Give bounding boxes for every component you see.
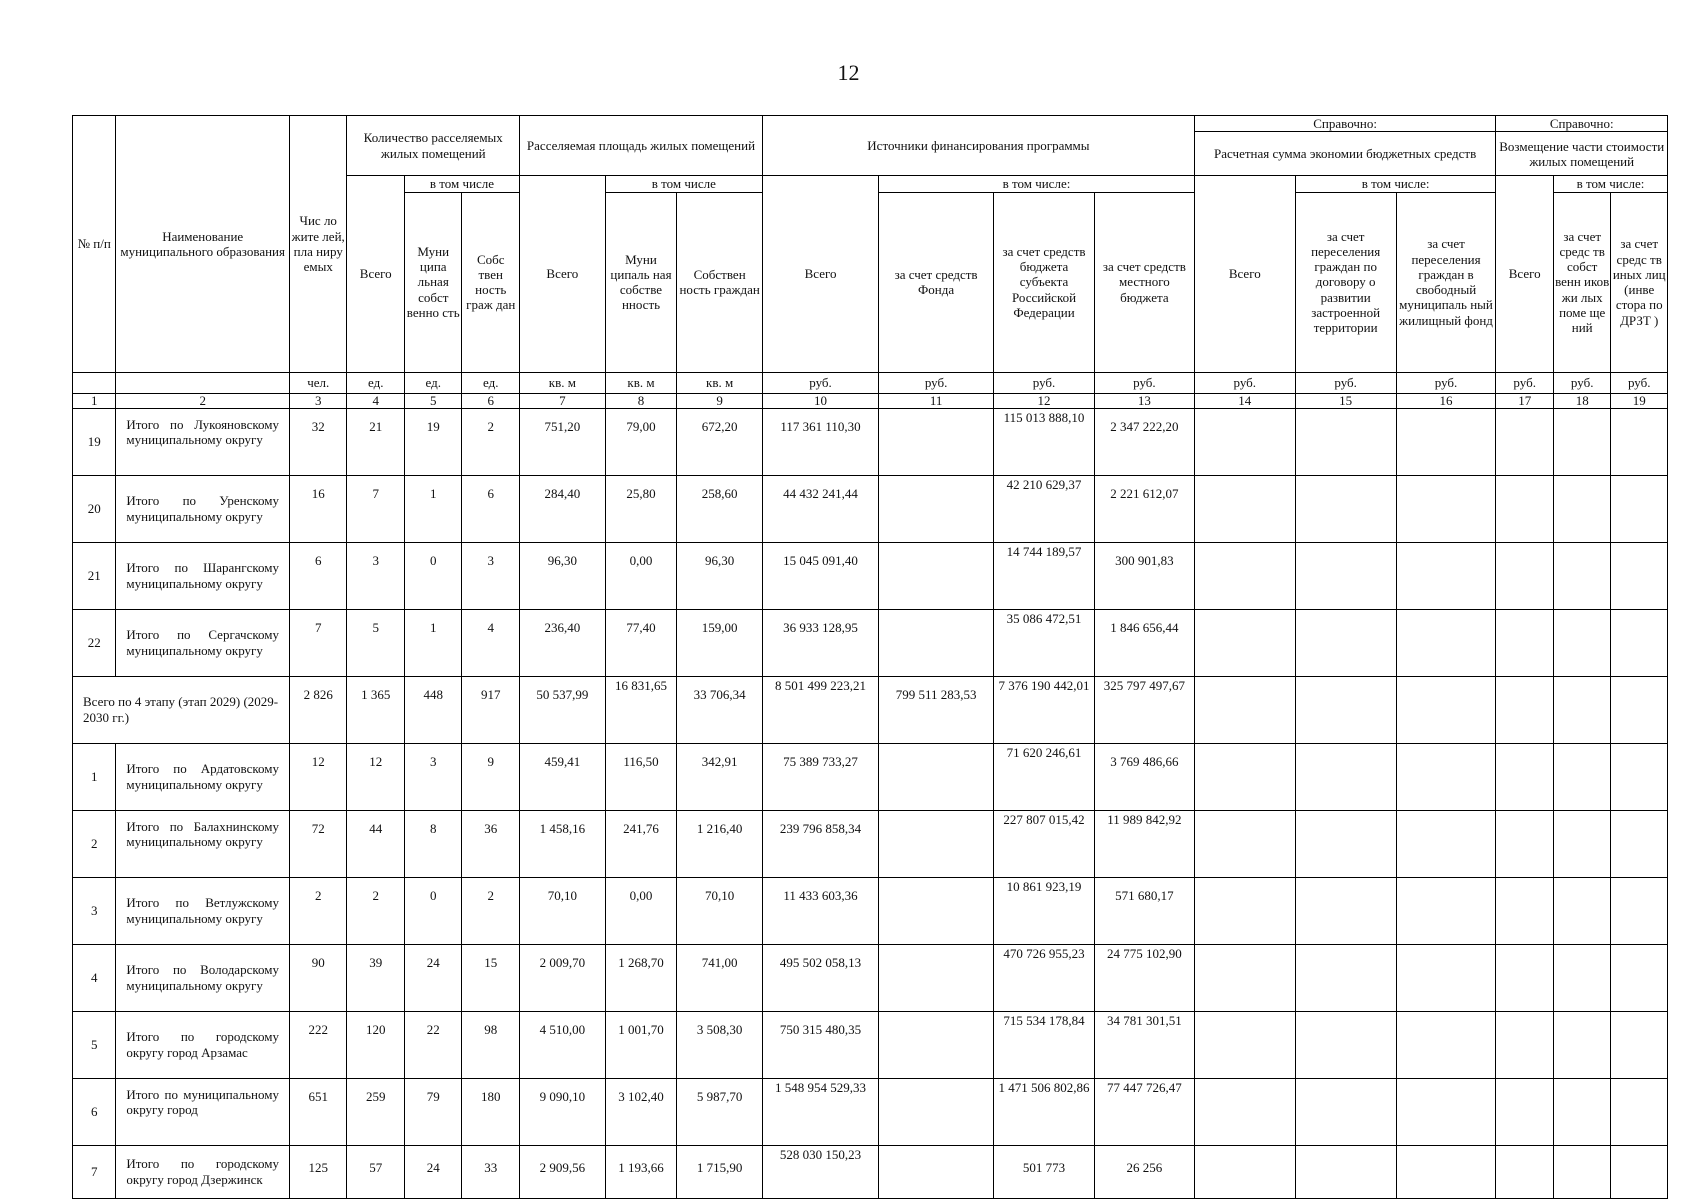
cell-fin-total: 36 933 128,95 (763, 609, 879, 676)
cell-fund (879, 1145, 994, 1198)
cell-area-total: 96,30 (520, 542, 606, 609)
cell-local-budget: 11 989 842,92 (1094, 810, 1194, 877)
cell-area-own: 96,30 (677, 542, 763, 609)
cell-count-total: 1 365 (347, 676, 405, 743)
cell-count-mun: 0 (404, 542, 462, 609)
header-reference-1: Справочно: (1194, 116, 1496, 132)
header-compensation-group: Возмещение части стоимости жилых помещений (1496, 132, 1668, 176)
header-count-own: Собс твен ность граж дан (462, 192, 520, 372)
cell-fin-total: 750 315 480,35 (763, 1011, 879, 1078)
unit-cell: руб. (1194, 372, 1295, 393)
cell-count-total: 7 (347, 475, 405, 542)
row-number: 3 (73, 877, 116, 944)
cell-count-mun: 1 (404, 609, 462, 676)
col-number: 10 (763, 393, 879, 408)
row-number: 6 (73, 1078, 116, 1145)
cell-count-mun: 19 (404, 408, 462, 475)
cell-count-total: 21 (347, 408, 405, 475)
row-name: Итого по Володарскому муниципальному округу (116, 944, 290, 1011)
row-name: Итого по Ветлужскому муниципальному округу (116, 877, 290, 944)
cell-area-own: 1 216,40 (677, 810, 763, 877)
row-name: Итого по Ардатовскому муниципальному округу (116, 743, 290, 810)
cell-residents: 222 (289, 1011, 347, 1078)
unit-cell: кв. м (677, 372, 763, 393)
cell-count-own: 917 (462, 676, 520, 743)
col-number: 13 (1094, 393, 1194, 408)
cell-area-total: 70,10 (520, 877, 606, 944)
header-financing-group: Источники финансирования программы (763, 116, 1195, 176)
cell-area-mun: 241,76 (605, 810, 677, 877)
cell-count-own: 3 (462, 542, 520, 609)
cell-subject-budget: 501 773 (994, 1145, 1095, 1198)
cell-count-mun: 0 (404, 877, 462, 944)
cell-count-mun: 22 (404, 1011, 462, 1078)
unit-cell: чел. (289, 372, 347, 393)
unit-cell: кв. м (605, 372, 677, 393)
col-number: 7 (520, 393, 606, 408)
cell-area-mun: 77,40 (605, 609, 677, 676)
cell-area-own: 159,00 (677, 609, 763, 676)
cell-count-own: 36 (462, 810, 520, 877)
col-number: 15 (1295, 393, 1396, 408)
cell-local-budget: 2 347 222,20 (1094, 408, 1194, 475)
cell-area-total: 2 009,70 (520, 944, 606, 1011)
header-count-total: Всего (347, 176, 405, 372)
header-econ-total: Всего (1194, 176, 1295, 372)
header-area-own: Собствен ность граждан (677, 192, 763, 372)
cell-local-budget: 571 680,17 (1094, 877, 1194, 944)
cell-count-total: 259 (347, 1078, 405, 1145)
cell-count-own: 2 (462, 408, 520, 475)
cell-residents: 16 (289, 475, 347, 542)
header-subject-budget: за счет средств бюджета субъекта Российской Федерации (994, 192, 1095, 372)
cell-count-own: 4 (462, 609, 520, 676)
unit-cell: руб. (763, 372, 879, 393)
cell-fund: 799 511 283,53 (879, 676, 994, 743)
row-number: 5 (73, 1011, 116, 1078)
cell-fin-total: 495 502 058,13 (763, 944, 879, 1011)
cell-area-mun: 0,00 (605, 542, 677, 609)
cell-count-own: 180 (462, 1078, 520, 1145)
units-row (73, 372, 1668, 393)
cell-count-total: 120 (347, 1011, 405, 1078)
row-number: 21 (73, 542, 116, 609)
cell-fin-total: 44 432 241,44 (763, 475, 879, 542)
stage-total-label: Всего по 4 этапу (этап 2029) (2029-2030 гг.) (73, 676, 290, 743)
cell-fin-total: 117 361 110,30 (763, 408, 879, 475)
cell-area-mun: 25,80 (605, 475, 677, 542)
cell-residents: 125 (289, 1145, 347, 1198)
cell-subject-budget: 71 620 246,61 (994, 743, 1095, 810)
cell-subject-budget: 42 210 629,37 (994, 475, 1095, 542)
row-number: 2 (73, 810, 116, 877)
cell-fund (879, 877, 994, 944)
row-number: 7 (73, 1145, 116, 1198)
table-row (73, 609, 1668, 676)
header-local-budget: за счет средств местного бюджета (1094, 192, 1194, 372)
cell-area-total: 9 090,10 (520, 1078, 606, 1145)
row-name: Итого по муниципальному округу город (116, 1078, 290, 1145)
header-others: за счет средс тв иных лиц (инве стора по ДРЗТ ) (1611, 192, 1668, 372)
table-row (73, 1145, 1668, 1198)
cell-count-total: 5 (347, 609, 405, 676)
header-resettle-free: за счет переселения граждан в свободный муниципаль ный жилищный фонд (1396, 192, 1496, 372)
col-number: 3 (289, 393, 347, 408)
table-row (73, 408, 1668, 475)
col-number: 19 (1611, 393, 1668, 408)
cell-local-budget: 325 797 497,67 (1094, 676, 1194, 743)
header-count-mun: Муни ципа льная собст венно сть (404, 192, 462, 372)
cell-area-own: 33 706,34 (677, 676, 763, 743)
cell-area-own: 741,00 (677, 944, 763, 1011)
cell-fin-total: 1 548 954 529,33 (763, 1078, 879, 1145)
cell-local-budget: 24 775 102,90 (1094, 944, 1194, 1011)
header-residents: Чис ло жите лей, пла ниру емых (289, 116, 347, 373)
col-number: 2 (116, 393, 290, 408)
cell-residents: 72 (289, 810, 347, 877)
col-number: 14 (1194, 393, 1295, 408)
cell-area-own: 70,10 (677, 877, 763, 944)
header-econ-incl: в том числе: (1295, 176, 1496, 192)
col-number: 4 (347, 393, 405, 408)
table-row (73, 1011, 1668, 1078)
cell-fund (879, 609, 994, 676)
cell-area-mun: 3 102,40 (605, 1078, 677, 1145)
cell-count-own: 2 (462, 877, 520, 944)
cell-area-own: 5 987,70 (677, 1078, 763, 1145)
cell-count-own: 33 (462, 1145, 520, 1198)
col-number: 8 (605, 393, 677, 408)
header-area-group: Расселяемая площадь жилых помещений (520, 116, 763, 176)
cell-area-mun: 0,00 (605, 877, 677, 944)
cell-count-own: 15 (462, 944, 520, 1011)
cell-fund (879, 810, 994, 877)
cell-count-total: 3 (347, 542, 405, 609)
cell-local-budget: 1 846 656,44 (1094, 609, 1194, 676)
table-row (73, 810, 1668, 877)
header-comp-total: Всего (1496, 176, 1554, 372)
row-name: Итого по Шарангскому муниципальному округу (116, 542, 290, 609)
cell-area-mun: 16 831,65 (605, 676, 677, 743)
cell-area-own: 3 508,30 (677, 1011, 763, 1078)
unit-cell: ед. (347, 372, 405, 393)
cell-count-total: 2 (347, 877, 405, 944)
cell-area-mun: 116,50 (605, 743, 677, 810)
cell-fund (879, 542, 994, 609)
header-count-incl: в том числе (404, 176, 519, 192)
cell-count-mun: 24 (404, 944, 462, 1011)
unit-cell: руб. (1496, 372, 1554, 393)
cell-subject-budget: 14 744 189,57 (994, 542, 1095, 609)
cell-area-total: 4 510,00 (520, 1011, 606, 1078)
cell-fund (879, 1078, 994, 1145)
row-name: Итого по городскому округу город Дзержинск (116, 1145, 290, 1198)
cell-residents: 2 826 (289, 676, 347, 743)
cell-residents: 32 (289, 408, 347, 475)
cell-subject-budget: 35 086 472,51 (994, 609, 1095, 676)
header-fin-total: Всего (763, 176, 879, 372)
row-number: 4 (73, 944, 116, 1011)
resettlement-table (72, 115, 1668, 1199)
cell-area-mun: 1 193,66 (605, 1145, 677, 1198)
col-number: 9 (677, 393, 763, 408)
cell-area-total: 751,20 (520, 408, 606, 475)
cell-count-mun: 1 (404, 475, 462, 542)
unit-cell: руб. (1553, 372, 1611, 393)
cell-local-budget: 34 781 301,51 (1094, 1011, 1194, 1078)
cell-local-budget: 300 901,83 (1094, 542, 1194, 609)
cell-area-own: 342,91 (677, 743, 763, 810)
cell-area-own: 1 715,90 (677, 1145, 763, 1198)
cell-fund (879, 743, 994, 810)
row-number: 22 (73, 609, 116, 676)
cell-residents: 7 (289, 609, 347, 676)
header-area-incl: в том числе (605, 176, 762, 192)
header-comp-incl: в том числе: (1553, 176, 1667, 192)
cell-residents: 6 (289, 542, 347, 609)
cell-count-total: 44 (347, 810, 405, 877)
cell-area-mun: 1 268,70 (605, 944, 677, 1011)
cell-count-mun: 448 (404, 676, 462, 743)
cell-residents: 651 (289, 1078, 347, 1145)
cell-count-own: 9 (462, 743, 520, 810)
cell-area-total: 50 537,99 (520, 676, 606, 743)
row-name: Итого по Лукояновскому муниципальному округу (116, 408, 290, 475)
column-numbers-row (73, 393, 1668, 408)
cell-subject-budget: 1 471 506 802,86 (994, 1078, 1095, 1145)
cell-count-mun: 79 (404, 1078, 462, 1145)
col-number: 1 (73, 393, 116, 408)
table-row (73, 944, 1668, 1011)
cell-local-budget: 2 221 612,07 (1094, 475, 1194, 542)
cell-local-budget: 77 447 726,47 (1094, 1078, 1194, 1145)
cell-area-total: 2 909,56 (520, 1145, 606, 1198)
cell-subject-budget: 227 807 015,42 (994, 810, 1095, 877)
row-number: 1 (73, 743, 116, 810)
unit-cell: руб. (1611, 372, 1668, 393)
col-number: 11 (879, 393, 994, 408)
row-name: Итого по Уренскому муниципальному округу (116, 475, 290, 542)
unit-cell: руб. (1094, 372, 1194, 393)
cell-subject-budget: 470 726 955,23 (994, 944, 1095, 1011)
page-number: 12 (837, 60, 860, 85)
cell-fund (879, 475, 994, 542)
unit-cell: руб. (879, 372, 994, 393)
cell-residents: 12 (289, 743, 347, 810)
header-reference-2: Справочно: (1496, 116, 1668, 132)
cell-count-total: 12 (347, 743, 405, 810)
unit-cell: руб. (1295, 372, 1396, 393)
cell-count-mun: 8 (404, 810, 462, 877)
col-number: 18 (1553, 393, 1611, 408)
cell-fin-total: 11 433 603,36 (763, 877, 879, 944)
row-name: Итого по городскому округу город Арзамас (116, 1011, 290, 1078)
cell-residents: 90 (289, 944, 347, 1011)
table-row (73, 1078, 1668, 1145)
unit-cell: ед. (404, 372, 462, 393)
header-area-total: Всего (520, 176, 606, 372)
col-number: 12 (994, 393, 1095, 408)
header-economy-group: Расчетная сумма экономии бюджетных средств (1194, 132, 1496, 176)
cell-fin-total: 75 389 733,27 (763, 743, 879, 810)
col-number: 17 (1496, 393, 1554, 408)
cell-count-total: 39 (347, 944, 405, 1011)
cell-count-mun: 3 (404, 743, 462, 810)
stage-total-row (73, 676, 1668, 743)
cell-fund (879, 408, 994, 475)
table-row (73, 542, 1668, 609)
cell-area-mun: 79,00 (605, 408, 677, 475)
table-row (73, 877, 1668, 944)
header-name: Наименование муниципального образования (116, 116, 290, 373)
cell-area-own: 672,20 (677, 408, 763, 475)
cell-subject-budget: 10 861 923,19 (994, 877, 1095, 944)
cell-area-total: 1 458,16 (520, 810, 606, 877)
cell-local-budget: 3 769 486,66 (1094, 743, 1194, 810)
header-count-group: Количество расселяемых жилых помещений (347, 116, 520, 176)
unit-cell: ед. (462, 372, 520, 393)
cell-area-total: 236,40 (520, 609, 606, 676)
cell-area-total: 459,41 (520, 743, 606, 810)
cell-count-own: 98 (462, 1011, 520, 1078)
cell-count-own: 6 (462, 475, 520, 542)
cell-area-own: 258,60 (677, 475, 763, 542)
header-area-mun: Муни ципаль ная собстве нность (605, 192, 677, 372)
row-name: Итого по Сергачскому муниципальному округу (116, 609, 290, 676)
cell-fin-total: 528 030 150,23 (763, 1145, 879, 1198)
cell-fin-total: 239 796 858,34 (763, 810, 879, 877)
unit-cell: руб. (1396, 372, 1496, 393)
cell-area-total: 284,40 (520, 475, 606, 542)
header-fund: за счет средств Фонда (879, 192, 994, 372)
cell-area-mun: 1 001,70 (605, 1011, 677, 1078)
col-number: 5 (404, 393, 462, 408)
header-fin-incl: в том числе: (879, 176, 1195, 192)
cell-residents: 2 (289, 877, 347, 944)
row-number: 20 (73, 475, 116, 542)
cell-subject-budget: 715 534 178,84 (994, 1011, 1095, 1078)
header-num: № п/п (73, 116, 116, 373)
header-resettle-contract: за счет переселения граждан по договору о развитии застроенной территории (1295, 192, 1396, 372)
col-number: 6 (462, 393, 520, 408)
cell-fund (879, 944, 994, 1011)
cell-local-budget: 26 256 (1094, 1145, 1194, 1198)
table-row (73, 743, 1668, 810)
cell-count-mun: 24 (404, 1145, 462, 1198)
cell-fin-total: 15 045 091,40 (763, 542, 879, 609)
unit-cell: руб. (994, 372, 1095, 393)
row-name: Итого по Балахнинскому муниципальному округу (116, 810, 290, 877)
col-number: 16 (1396, 393, 1496, 408)
cell-subject-budget: 115 013 888,10 (994, 408, 1095, 475)
row-number: 19 (73, 408, 116, 475)
header-owners: за счет средс тв собст венн иков жи лых поме ще ний (1553, 192, 1611, 372)
cell-fund (879, 1011, 994, 1078)
table-row (73, 475, 1668, 542)
cell-subject-budget: 7 376 190 442,01 (994, 676, 1095, 743)
cell-count-total: 57 (347, 1145, 405, 1198)
unit-cell: кв. м (520, 372, 606, 393)
cell-fin-total: 8 501 499 223,21 (763, 676, 879, 743)
